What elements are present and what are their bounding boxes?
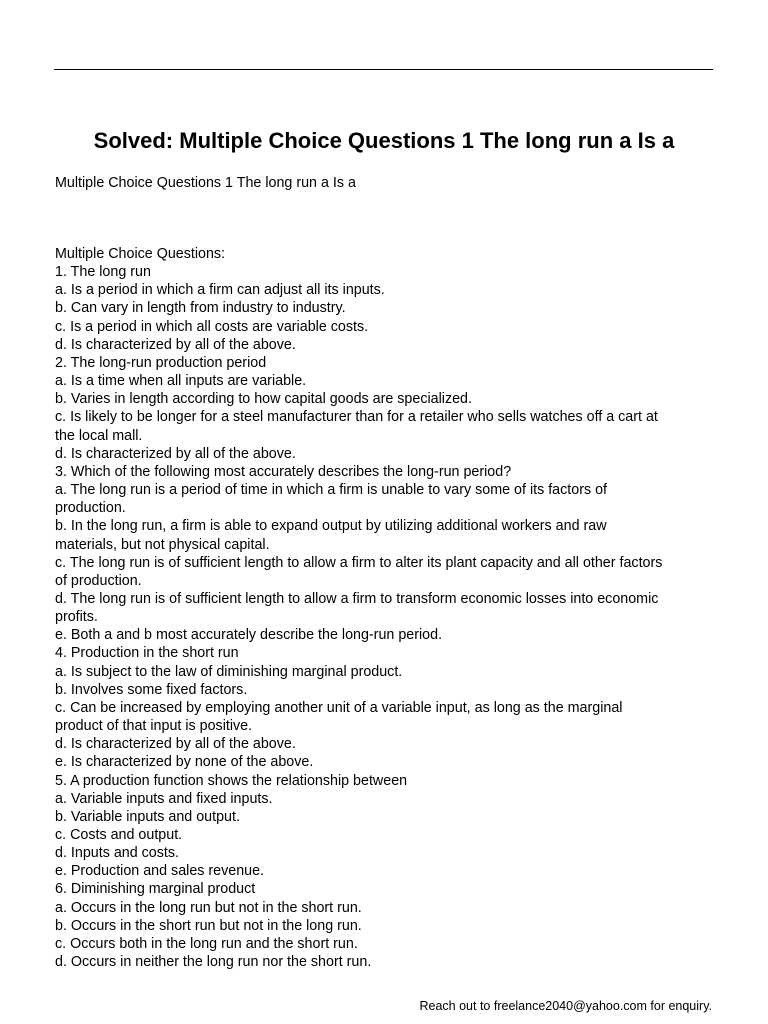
question-line: 2. The long-run production period: [55, 354, 267, 371]
top-divider-rule: [54, 69, 713, 70]
question-line: b. Occurs in the short run but not in the long run.: [55, 917, 362, 934]
question-line: a. Variable inputs and fixed inputs.: [55, 790, 273, 807]
question-line: 5. A production function shows the relationship between: [55, 772, 408, 789]
question-line: a. The long run is a period of time in which a firm is unable to vary some of its factors of: [55, 482, 608, 499]
question-line: b. Varies in length according to how capital goods are specialized.: [55, 391, 472, 408]
question-line: c. Occurs both in the long run and the short run.: [55, 935, 358, 952]
question-line: b. In the long run, a firm is able to expand output by utilizing additional workers and raw: [55, 518, 607, 535]
question-line: c. Can be increased by employing another unit of a variable input, as long as the marginal: [55, 699, 623, 716]
question-line: c. Is a period in which all costs are variable costs.: [55, 318, 369, 335]
question-line: the local mall.: [55, 427, 143, 444]
question-line: d. Is characterized by all of the above.: [55, 736, 296, 753]
question-line: b. Can vary in length from industry to industry.: [55, 300, 346, 317]
section-heading: Multiple Choice Questions:: [55, 246, 226, 262]
question-line: b. Variable inputs and output.: [55, 808, 240, 825]
question-line: c. Is likely to be longer for a steel manufacturer than for a retailer who sells watches off a cart at: [55, 409, 658, 426]
question-line: a. Is a time when all inputs are variable.: [55, 373, 307, 390]
question-line: a. Is subject to the law of diminishing marginal product.: [55, 663, 403, 680]
question-line: d. Occurs in neither the long run nor the short run.: [55, 954, 372, 971]
document-subtitle: Multiple Choice Questions 1 The long run a Is a: [55, 175, 356, 191]
question-line: 3. Which of the following most accurately describes the long-run period?: [55, 463, 512, 480]
question-line: e. Both a and b most accurately describe the long-run period.: [55, 627, 443, 644]
question-list: [55, 245, 715, 971]
question-line: 6. Diminishing marginal product: [55, 881, 256, 898]
question-line: a. Is a period in which a firm can adjust all its inputs.: [55, 282, 385, 299]
question-line: production.: [55, 500, 126, 517]
question-line: e. Is characterized by none of the above.: [55, 754, 314, 771]
question-line: e. Production and sales revenue.: [55, 863, 265, 880]
question-line: c. Costs and output.: [55, 827, 183, 843]
question-line: d. Is characterized by all of the above.: [55, 445, 296, 462]
question-line: 1. The long run: [55, 264, 151, 281]
question-line: 4. Production in the short run: [55, 645, 239, 662]
question-line: of production.: [55, 572, 142, 589]
question-line: c. The long run is of sufficient length to allow a firm to alter its plant capacity and all other factors: [55, 554, 663, 571]
question-line: d. Inputs and costs.: [55, 845, 179, 862]
question-line: product of that input is positive.: [55, 718, 253, 735]
document-title: Solved: Multiple Choice Questions 1 The long run a Is a: [93, 128, 675, 153]
question-line: materials, but not physical capital.: [55, 536, 270, 553]
footer-enquiry-note: Reach out to freelance2040@yahoo.com for enquiry.: [419, 999, 712, 1013]
question-line: d. Is characterized by all of the above.: [55, 336, 296, 353]
question-line: a. Occurs in the long run but not in the short run.: [55, 899, 362, 916]
question-line: b. Involves some fixed factors.: [55, 681, 248, 698]
question-line: profits.: [55, 609, 98, 626]
question-line: d. The long run is of sufficient length to allow a firm to transform economic losses into economic: [55, 590, 659, 607]
